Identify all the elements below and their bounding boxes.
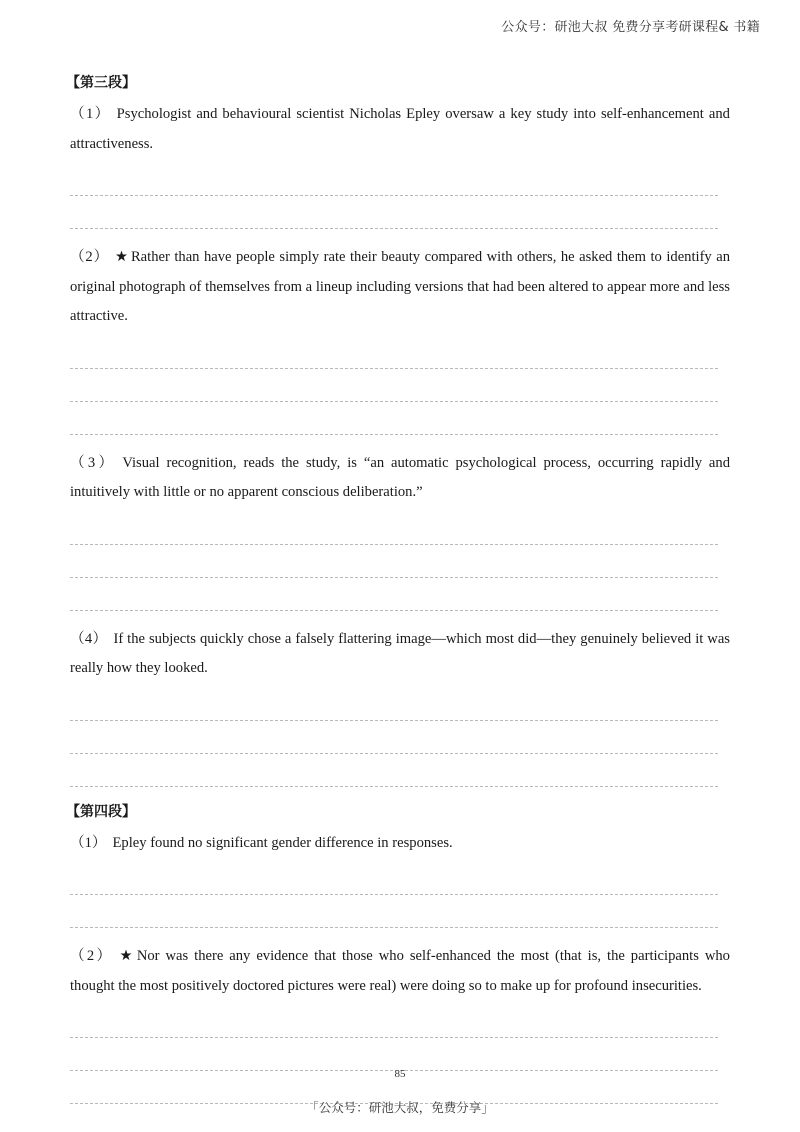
sentence-item [70,829,730,859]
sentence-item [70,243,730,332]
answer-lines [70,512,730,611]
sentence-number: （4） [70,630,108,647]
header-note: 公众号：研池大叔 免费分享考研课程& 书籍 [501,20,760,35]
answer-line[interactable] [70,545,718,578]
sentence-text: Visual recognition, reads the study, is “an automatic psychological process, occurring rapidly and intuitively with little or no apparent conscious deliberation.” [70,454,730,500]
footer-note: 「公众号：研池大叔，免费分享」 [306,1100,494,1115]
answer-line[interactable] [70,336,718,369]
answer-lines [70,163,730,229]
sentence-text: Rather than have people simply rate their beauty compared with others, he asked them to identify an original photograph of themselves from a lineup including versions that had been altered to appear more and less attractive. [70,249,730,324]
document-body [66,72,730,1118]
answer-line[interactable] [70,1038,718,1071]
answer-line[interactable] [70,721,718,754]
answer-line[interactable] [70,196,718,229]
sentence-item [70,100,730,159]
sentence-text: Epley found no significant gender difference in responses. [112,834,453,851]
answer-line[interactable] [70,512,718,545]
answer-line[interactable] [70,1005,718,1038]
sentence-number: （1） [70,106,111,122]
answer-line[interactable] [70,163,718,196]
sentence-text: Nor was there any evidence that those who self-enhanced the most (that is, the participants who thought the most positively doctored pictures were real) were doing so to make up for profound insecurities. [70,948,730,994]
sentence-number: （2） [70,249,110,265]
answer-line[interactable] [70,688,718,721]
section-title: 【第三段】 [66,75,136,91]
answer-line[interactable] [70,578,718,611]
answer-lines [70,336,730,435]
sentence-text: If the subjects quickly chose a falsely flattering image—which most did—they genuinely believed it was really how they looked. [70,630,730,676]
sentence-number: （2） [70,948,114,964]
sentence-number: （1） [70,834,107,851]
sentence-item [70,625,730,684]
sentence-text: Psychologist and behavioural scientist Nicholas Epley oversaw a key study into self-enhancement and attractiveness. [70,106,730,152]
answer-lines [70,862,730,928]
answer-line[interactable] [70,754,718,787]
answer-lines [70,688,730,787]
section-title: 【第四段】 [66,803,136,820]
answer-lines [70,1005,730,1104]
page-number: 85 [394,1068,406,1080]
answer-line[interactable] [70,402,718,435]
sentence-item [70,942,730,1001]
answer-line[interactable] [70,862,718,895]
star-icon: ★ [119,948,135,964]
star-icon: ★ [115,249,129,265]
sentence-number: （3） [70,454,117,471]
answer-line[interactable] [70,895,718,928]
answer-line[interactable] [70,369,718,402]
sentence-item [70,449,730,508]
